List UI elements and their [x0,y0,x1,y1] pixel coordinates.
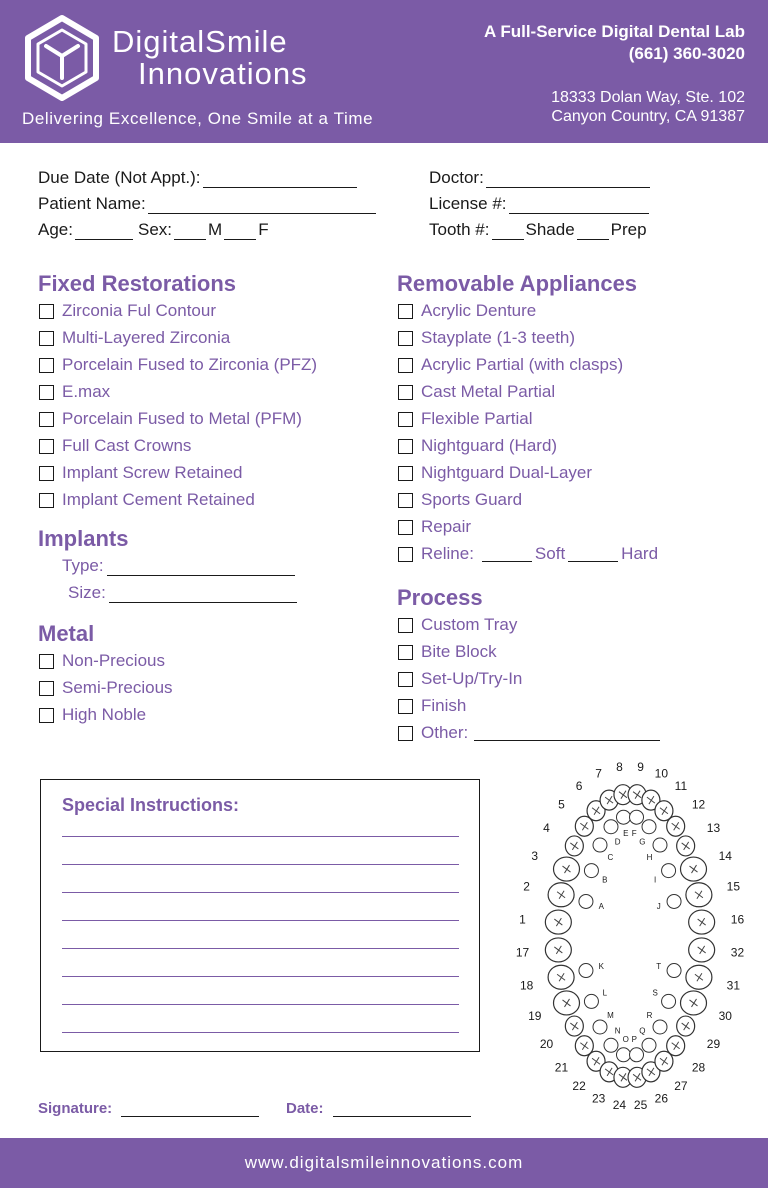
fixed-restoration-checkbox[interactable] [39,331,54,346]
tooth-number-label: 14 [718,848,732,863]
process-option-label: Finish [421,696,467,715]
fixed-restoration-option[interactable] [39,382,110,402]
removable-appliance-option-label: Nightguard Dual-Layer [421,463,593,482]
fixed-restoration-option-label: Implant Screw Retained [62,463,243,482]
tooth-number-label: 28 [691,1060,706,1075]
removable-appliance-checkbox[interactable] [398,412,413,427]
doctor-field [429,168,652,188]
removable-appliance-option[interactable] [398,436,557,456]
process-option-label: Custom Tray [421,615,518,634]
other-input[interactable] [474,726,660,741]
removable-appliance-checkbox[interactable] [398,466,413,481]
primary-tooth-label: G [639,837,646,847]
tooth-number-label: 31 [726,978,741,993]
tooth-number-label: 17 [515,945,530,960]
sex-label: Sex: [137,220,173,239]
tooth-15[interactable] [686,883,712,907]
age-label: Age: [38,220,73,239]
tooth-29[interactable] [677,1016,695,1036]
implant-size-input[interactable] [109,588,297,603]
metal-checkbox[interactable] [39,708,54,723]
date-input[interactable] [333,1102,471,1117]
primary-tooth-label: C [607,853,614,863]
primary-tooth-B[interactable] [584,864,598,878]
fixed-restoration-checkbox[interactable] [39,358,54,373]
tooth-number-label: 13 [706,821,721,836]
tooth-number-label: 9 [637,759,644,774]
metal-title: Metal [38,621,95,646]
brand-name-line2: Innovations [138,56,308,91]
tooth-18[interactable] [548,965,574,989]
reline-label: Reline: [421,544,474,563]
license-label: License #: [429,194,507,213]
primary-tooth-Q[interactable] [642,1038,656,1052]
fixed-restoration-checkbox[interactable] [39,439,54,454]
primary-tooth-label: S [652,988,658,998]
tagline: Delivering Excellence, One Smile at a Time [22,109,374,128]
patient-name-field [38,194,378,214]
primary-tooth-C[interactable] [593,838,607,852]
instruction-line[interactable] [62,892,459,893]
primary-tooth-label: M [607,1010,614,1020]
instruction-line[interactable] [62,1032,459,1033]
reline-checkbox[interactable] [398,547,413,562]
option-other[interactable] [398,723,663,743]
fixed-restoration-option[interactable] [39,409,302,429]
primary-tooth-F[interactable] [630,810,644,824]
primary-tooth-label: T [656,961,662,971]
primary-tooth-label: N [614,1026,621,1036]
removable-appliance-checkbox[interactable] [398,304,413,319]
tooth-number-label: 18 [519,978,534,993]
tooth-number-label: 3 [531,848,539,863]
removable-appliance-option[interactable] [398,355,623,375]
fixed-restoration-option-label: Implant Cement Retained [62,490,255,509]
tooth-number-label: 10 [654,766,669,781]
process-option[interactable] [398,669,522,689]
sex-male-input[interactable] [174,225,206,240]
process-option[interactable] [398,615,517,635]
tooth-1[interactable] [545,910,571,934]
website-url[interactable]: www.digitalsmileinnovations.com [244,1153,524,1172]
due-date-field [38,168,359,188]
tooth-number-label: 21 [554,1060,569,1075]
removable-appliance-option-label: Stayplate (1-3 teeth) [421,328,576,347]
fixed-restoration-option[interactable] [39,301,216,321]
removable-appliance-option-label: Acrylic Denture [421,301,537,320]
address-line2: Canyon Country, CA 91387 [551,108,745,125]
process-title: Process [397,585,483,610]
removable-appliance-option[interactable] [398,517,471,537]
tooth-number-label: 19 [528,1009,542,1024]
process-option[interactable] [398,642,497,662]
primary-tooth-label: E [623,829,629,839]
removable-appliance-option[interactable] [398,301,536,321]
tooth-12[interactable] [667,816,685,836]
special-instructions-title: Special Instructions: [62,795,240,815]
tooth-chart-diagram[interactable] [510,759,750,1113]
implant-type-label: Type: [62,556,104,575]
process-checkbox[interactable] [398,672,413,687]
tooth-number-label: 11 [674,779,688,794]
fixed-restoration-option-label: Multi-Layered Zirconia [62,328,231,347]
address-line1: 18333 Dolan Way, Ste. 102 [551,89,745,106]
fixed-restoration-option-label: Porcelain Fused to Metal (PFM) [62,409,302,428]
tooth-number-label: 26 [654,1091,669,1106]
instruction-line[interactable] [62,920,459,921]
header [0,0,768,143]
tooth-3[interactable] [554,857,580,881]
hard-label: Hard [621,544,659,563]
female-label: F [258,220,269,239]
instruction-line[interactable] [62,1004,459,1005]
fixed-restoration-option-label: Porcelain Fused to Zirconia (PFZ) [62,355,318,374]
removable-appliance-option[interactable] [398,463,592,483]
primary-tooth-K[interactable] [579,964,593,978]
process-option-label: Set-Up/Try-In [421,669,523,688]
tooth-number-label: 6 [575,779,583,794]
instruction-line[interactable] [62,976,459,977]
license-input[interactable] [509,199,649,214]
tooth-number-label: 7 [595,766,602,781]
date-field [286,1100,474,1117]
tooth-number-label: 25 [633,1098,648,1113]
tooth-19[interactable] [554,991,580,1015]
primary-tooth-G[interactable] [642,820,656,834]
tooth-number-label: 8 [616,759,623,774]
tooth-number-label: 15 [726,879,741,894]
tooth-number-label: 2 [523,879,530,894]
implant-size-label: Size: [68,583,106,602]
primary-tooth-label: F [631,829,637,839]
implant-type-field [62,556,298,576]
soft-label: Soft [534,544,566,563]
shade-input[interactable] [577,225,609,240]
age-input[interactable] [75,225,133,240]
sex-female-input[interactable] [224,225,256,240]
fixed-restoration-option[interactable] [39,463,242,483]
removable-appliance-option[interactable] [398,382,555,402]
implant-size-field [68,583,300,603]
brand-name-line1: DigitalSmile [112,24,288,59]
shade-label: Shade [525,220,575,239]
implant-type-input[interactable] [107,561,295,576]
tooth-number-label: 30 [718,1009,732,1024]
primary-tooth-label: D [614,837,621,847]
fixed-restoration-checkbox[interactable] [39,466,54,481]
doctor-label: Doctor: [429,168,484,187]
tooth-20[interactable] [565,1016,583,1036]
metal-option-label: High Noble [62,705,147,724]
fixed-restoration-option[interactable] [39,490,255,510]
process-option-label: Bite Block [421,642,497,661]
patient-name-input[interactable] [148,199,376,214]
tooth-number-label: 1 [519,912,526,927]
fixed-restoration-checkbox[interactable] [39,493,54,508]
signature-input[interactable] [121,1102,259,1117]
process-checkbox[interactable] [398,645,413,660]
removable-appliance-option[interactable] [398,328,575,348]
removable-appliance-checkbox[interactable] [398,520,413,535]
fixed-restoration-checkbox[interactable] [39,385,54,400]
removable-appliance-checkbox[interactable] [398,331,413,346]
tooth-28[interactable] [667,1036,685,1056]
primary-tooth-P[interactable] [630,1048,644,1062]
process-checkbox[interactable] [398,618,413,633]
primary-tooth-label: A [598,902,604,912]
tooth-number-label: 24 [612,1098,627,1113]
tooth-13[interactable] [677,836,695,856]
removable-appliance-checkbox[interactable] [398,493,413,508]
option-reline[interactable] [398,544,658,564]
male-label: M [208,220,223,239]
reline-soft-input[interactable] [482,547,532,562]
age-sex-field [38,220,269,240]
prep-label: Prep [610,220,647,239]
removable-appliance-option-label: Nightguard (Hard) [421,436,558,455]
removable-appliance-option-label: Repair [421,517,472,536]
removable-appliance-option-label: Cast Metal Partial [421,382,556,401]
fixed-restoration-checkbox[interactable] [39,412,54,427]
removable-appliance-option[interactable] [398,490,522,510]
fixed-restoration-option-label: Full Cast Crowns [62,436,192,455]
primary-tooth-J[interactable] [667,894,681,908]
metal-option[interactable] [39,705,146,725]
tooth-number-label: 5 [558,797,565,812]
phone-number: (661) 360-3020 [628,44,745,63]
fixed-restorations-title: Fixed Restorations [38,271,237,296]
tooth-number-label: 4 [543,821,550,836]
removable-appliance-checkbox[interactable] [398,385,413,400]
primary-tooth-label: L [602,988,608,998]
tooth-number-label: 29 [706,1036,721,1051]
license-field [429,194,651,214]
due-date-input[interactable] [203,173,357,188]
primary-tooth-H[interactable] [653,838,667,852]
removable-appliance-option-label: Sports Guard [421,490,523,509]
primary-tooth-label: I [654,875,657,885]
special-instructions-box[interactable] [40,779,480,1052]
removable-appliance-option-label: Flexible Partial [421,409,533,428]
primary-tooth-S[interactable] [662,994,676,1008]
primary-tooth-label: J [656,902,661,912]
primary-tooth-I[interactable] [662,864,676,878]
fixed-restoration-option[interactable] [39,355,317,375]
primary-tooth-E[interactable] [616,810,630,824]
process-option[interactable] [398,696,466,716]
tooth-number-label: 20 [539,1036,554,1051]
tooth-number-label: 12 [691,797,706,812]
tooth-16[interactable] [689,910,715,934]
primary-tooth-label: Q [639,1026,646,1036]
tooth-30[interactable] [680,991,706,1015]
patient-name-label: Patient Name: [38,194,146,213]
tooth-label: Tooth #: [429,220,490,239]
metal-option-label: Non-Precious [62,651,165,670]
metal-option-label: Semi-Precious [62,678,173,697]
tooth-32[interactable] [689,938,715,962]
metal-checkbox[interactable] [39,654,54,669]
removable-appliance-checkbox[interactable] [398,439,413,454]
signature-field [38,1100,262,1117]
fixed-restoration-checkbox[interactable] [39,304,54,319]
reline-hard-input[interactable] [568,547,618,562]
tooth-shade-prep-field [429,220,647,240]
metal-checkbox[interactable] [39,681,54,696]
footer [0,1138,768,1188]
tooth-number-label: 32 [730,945,745,960]
tooth-14[interactable] [680,857,706,881]
instruction-line[interactable] [62,864,459,865]
primary-tooth-R[interactable] [653,1020,667,1034]
tooth-2[interactable] [548,883,574,907]
primary-tooth-O[interactable] [616,1048,630,1062]
primary-tooth-M[interactable] [593,1020,607,1034]
primary-tooth-D[interactable] [604,820,618,834]
process-checkbox[interactable] [398,699,413,714]
tooth-31[interactable] [686,965,712,989]
tooth-number-label: 27 [674,1078,688,1093]
primary-tooth-label: O [622,1034,629,1044]
doctor-input[interactable] [486,173,650,188]
instruction-line[interactable] [62,836,459,837]
primary-tooth-label: B [602,875,608,885]
implants-title: Implants [38,526,129,551]
other-label: Other: [421,723,469,742]
signature-label: Signature: [38,1100,113,1117]
lab-type: A Full-Service Digital Dental Lab [483,22,745,41]
primary-tooth-label: H [646,853,653,863]
primary-tooth-label: R [646,1010,653,1020]
date-label: Date: [286,1100,324,1117]
primary-tooth-N[interactable] [604,1038,618,1052]
tooth-17[interactable] [545,938,571,962]
fixed-restoration-option[interactable] [39,328,230,348]
removable-appliance-option-label: Acrylic Partial (with clasps) [421,355,624,374]
tooth-number-label: 23 [591,1091,606,1106]
due-date-label: Due Date (Not Appt.): [38,168,201,187]
primary-tooth-label: K [598,961,604,971]
fixed-restoration-option-label: E.max [62,382,111,401]
removable-appliances-title: Removable Appliances [397,271,638,296]
tooth-number-label: 22 [572,1078,586,1093]
primary-tooth-T[interactable] [667,964,681,978]
primary-tooth-L[interactable] [584,994,598,1008]
removable-appliance-option[interactable] [398,409,533,429]
fixed-restoration-option[interactable] [39,436,191,456]
tooth-input[interactable] [492,225,524,240]
primary-tooth-label: P [631,1034,637,1044]
primary-tooth-A[interactable] [579,894,593,908]
tooth-number-label: 16 [730,912,745,927]
metal-option[interactable] [39,651,165,671]
instruction-line[interactable] [62,948,459,949]
logo-tooth-icon [22,14,102,102]
tooth-4[interactable] [565,836,583,856]
fixed-restoration-option-label: Zirconia Ful Contour [62,301,217,320]
metal-option[interactable] [39,678,173,698]
other-checkbox[interactable] [398,726,413,741]
removable-appliance-checkbox[interactable] [398,358,413,373]
